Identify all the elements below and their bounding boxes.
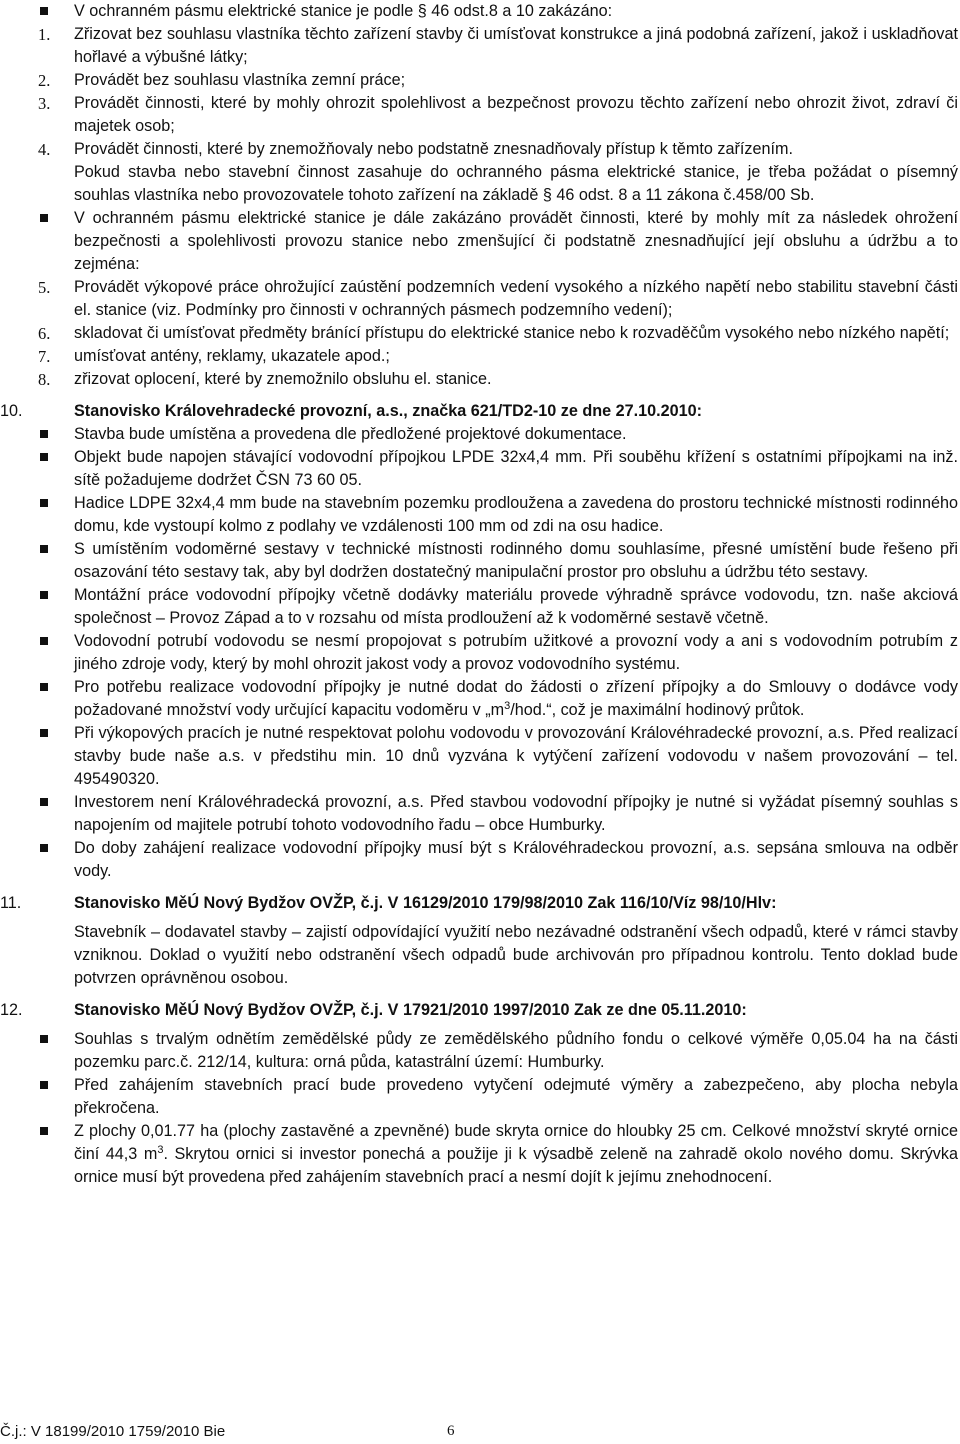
bullet-text-part: Z plochy 0,01.77 ha (plochy zastavěné a zpevněné) bude skryta ornice do hloubky 25 cm. Celkové množství skryté ornice činí 44,3 m bbox=[74, 1122, 958, 1163]
section-title: Stanovisko MěÚ Nový Bydžov OVŽP, č.j. V 17921/2010 1997/2010 Zak ze dne 05.11.2010: bbox=[74, 1001, 747, 1019]
bullet-icon bbox=[40, 7, 48, 15]
bullet-item bbox=[38, 492, 958, 538]
bullet-text: V ochranném pásmu elektrické stanice je dále zakázáno provádět činnosti, které by mohly mít za následek ohrožení bezpečnosti a spolehlivosti provozu stanice nebo zmenšující či podstatně znesnadňující její obsluhu a údržbu a to zejména: bbox=[74, 209, 958, 273]
item-number: 4. bbox=[38, 140, 51, 159]
bullet-text: Hadice LDPE 32x4,4 mm bude na stavebním pozemku prodloužena a zavedena do prostoru technické místnosti rodinného domu, kde vystoupí kolmo z podlahy ve vzdálenosti 100 mm od zdi na osu hadice. bbox=[74, 494, 958, 535]
bullet-text: Stavba bude umístěna a provedena dle předložené projektové dokumentace. bbox=[74, 425, 627, 443]
item-text: Provádět činnosti, které by mohly ohrozit spolehlivost a bezpečnost provozu těchto zařízení nebo ohrozit život, zdraví či majetek osob; bbox=[74, 94, 958, 135]
bullet-icon bbox=[40, 430, 48, 438]
bullet-text: Před zahájením stavebních prací bude provedeno vytyčení odejmuté výměry a zabezpečeno, aby plocha nebyla překročena. bbox=[74, 1076, 958, 1117]
bullet-icon bbox=[40, 545, 48, 553]
bullet-item bbox=[38, 630, 958, 676]
numbered-item bbox=[38, 23, 958, 69]
bullet-text: Objekt bude napojen stávající vodovodní přípojkou LPDE 32x4,4 mm. Při souběhu křížení s ostatními přípojkami na inž. sítě požadujeme dodržet ČSN 73 60 05. bbox=[74, 448, 958, 489]
bullet-item bbox=[38, 722, 958, 791]
item-number: 5. bbox=[38, 278, 51, 297]
item-number: 3. bbox=[38, 94, 51, 113]
item-text: Provádět výkopové práce ohrožující zaústění podzemních vedení vysokého a nízkého napětí nebo stabilitu stavební části el. stanice (viz. Podmínky pro činnosti v ochranných pásmech podzemního vedení); bbox=[74, 278, 958, 319]
bullet-item bbox=[38, 791, 958, 837]
paragraph: Pokud stavba nebo stavební činnost zasahuje do ochranného pásma elektrické stanice, je třeba požádat o písemný souhlas vlastníka nebo provozovatele tohoto zařízení na základě § 46 odst. 8 a 11 zákona č.458/00 Sb. bbox=[74, 163, 958, 204]
numbered-item bbox=[38, 345, 958, 368]
bullet-item bbox=[38, 837, 958, 883]
bullet-text: V ochranném pásmu elektrické stanice je podle § 46 odst.8 a 10 zakázáno: bbox=[74, 2, 613, 20]
bullet-icon bbox=[40, 683, 48, 691]
bullet-item bbox=[38, 1074, 958, 1120]
item-text: skladovat či umísťovat předměty bránící přístupu do elektrické stanice nebo k rozvaděčům vysokého nebo nízkého napětí; bbox=[74, 324, 950, 342]
page-number: 6 bbox=[447, 1423, 455, 1439]
item-number: 8. bbox=[38, 370, 51, 389]
bullet-item bbox=[38, 446, 958, 492]
item-text: Provádět činnosti, které by znemožňovaly nebo podstatně znesnadňovaly přístup k těmto zařízením. bbox=[74, 140, 793, 158]
item-text: Zřizovat bez souhlasu vlastníka těchto zařízení stavby či umísťovat konstrukce a jiná podobná zařízení, jakož i uskladňovat hořlavé a výbušné látky; bbox=[74, 25, 958, 66]
section-heading bbox=[0, 400, 958, 423]
bullet-item bbox=[38, 676, 958, 722]
bullet-item bbox=[38, 0, 958, 23]
bullet-item bbox=[38, 423, 958, 446]
numbered-item bbox=[38, 322, 958, 345]
bullet-text: Při výkopových pracích je nutné respektovat polohu vodovodu v provozování Královéhradecké provozní, a.s. Před realizací stavby bude naše a.s. v předstihu min. 10 dnů vyzvána k vytýčení zařízení vodovodu v našem provozování – tel. 495490320. bbox=[74, 724, 958, 788]
bullet-item bbox=[38, 1120, 958, 1189]
bullet-text bbox=[74, 1122, 958, 1186]
bullet-text: Investorem není Královéhradecká provozní, a.s. Před stavbou vodovodní přípojky je nutné si vyžádat písemný souhlas s napojením od majitele potrubí tohoto vodovodního řadu – obce Humburky. bbox=[74, 793, 958, 834]
bullet-item bbox=[38, 1028, 958, 1074]
bullet-icon bbox=[40, 798, 48, 806]
bullet-icon bbox=[40, 1035, 48, 1043]
bullet-item bbox=[38, 538, 958, 584]
item-number: 6. bbox=[38, 324, 51, 343]
superscript: 3 bbox=[157, 1144, 164, 1156]
bullet-text: S umístěním vodoměrné sestavy v technické místnosti rodinného domu souhlasíme, přesné umístění bude řešeno při osazování této sestavy tak, aby byl dodržen dostatečný manipulační prostor pro obsluhu a údržbu této sestavy. bbox=[74, 540, 958, 581]
item-text: Provádět bez souhlasu vlastníka zemní práce; bbox=[74, 71, 406, 89]
numbered-item bbox=[38, 69, 958, 92]
bullet-icon bbox=[40, 591, 48, 599]
bullet-text: Montážní práce vodovodní přípojky včetně dodávky materiálu provede výhradně správce vodovodu, tzn. naše akciová společnost – Provoz Západ a to v rozsahu od místa prodloužení až k vodoměrné sestavě včetně. bbox=[74, 586, 958, 627]
section-heading bbox=[0, 892, 958, 915]
numbered-item bbox=[38, 138, 958, 161]
bullet-text-part: /hod.“, což je maximální hodinový průtok. bbox=[510, 701, 805, 719]
item-text: umísťovat antény, reklamy, ukazatele apod.; bbox=[74, 347, 390, 365]
bullet-text: Vodovodní potrubí vodovodu se nesmí propojovat s potrubím užitkové a provozní vody a ani s vodovodním potrubím z jiného zdroje vody, který by mohl ohrozit jakost vody a provoz vodovodního systému. bbox=[74, 632, 958, 673]
bullet-item bbox=[38, 584, 958, 630]
bullet-icon bbox=[40, 499, 48, 507]
section-title: Stanovisko Královehradecké provozní, a.s., značka 621/TD2-10 ze dne 27.10.2010: bbox=[74, 402, 703, 420]
bullet-text bbox=[74, 678, 958, 719]
section-title: Stanovisko MěÚ Nový Bydžov OVŽP, č.j. V 16129/2010 179/98/2010 Zak 116/10/Víz 98/10/Hlv: bbox=[74, 894, 777, 912]
bullet-icon bbox=[40, 1127, 48, 1135]
item-text: zřizovat oplocení, které by znemožnilo obsluhu el. stanice. bbox=[74, 370, 492, 388]
superscript: 3 bbox=[504, 700, 511, 712]
numbered-item bbox=[38, 368, 958, 391]
bullet-icon bbox=[40, 844, 48, 852]
bullet-icon bbox=[40, 729, 48, 737]
bullet-item bbox=[38, 207, 958, 276]
section-heading bbox=[0, 999, 958, 1022]
section-number: 12. bbox=[0, 1001, 23, 1019]
section-number: 10. bbox=[0, 402, 23, 420]
item-number: 1. bbox=[38, 25, 51, 44]
item-number: 7. bbox=[38, 347, 51, 366]
bullet-text-part: . Skrytou ornici si investor ponechá a použije ji k výsadbě zeleně na zahradě okolo nového domu. Skrývka ornice musí být provedena před zahájením stavebních prací a nesmí dojít k jejímu znehodnocení. bbox=[74, 1145, 958, 1186]
item-number: 2. bbox=[38, 71, 51, 90]
bullet-icon bbox=[40, 214, 48, 222]
bullet-text: Do doby zahájení realizace vodovodní přípojky musí být s Královéhradeckou provozní, a.s. sepsána smlouva na odběr vody. bbox=[74, 839, 958, 880]
numbered-item bbox=[38, 92, 958, 138]
reference-number: Č.j.: V 18199/2010 1759/2010 Bie bbox=[0, 1423, 226, 1440]
numbered-item bbox=[38, 276, 958, 322]
bullet-icon bbox=[40, 1081, 48, 1089]
bullet-text: Souhlas s trvalým odnětím zemědělské půdy ze zemědělského půdního fondu o celkové výměře 0,05.04 ha na části pozemku parc.č. 212/14, kultura: orná půda, katastrální území: Humburky. bbox=[74, 1030, 958, 1071]
bullet-text-part: Pro potřebu realizace vodovodní přípojky je nutné dodat do žádosti o zřízení přípojky a do Smlouvy o dodávce vody požadované množství vody určující kapacitu vodoměru v „m bbox=[74, 678, 958, 719]
paragraph: Stavebník – dodavatel stavby – zajistí odpovídající využití nebo nezávadné odstranění všech odpadů, které v rámci stavby vzniknou. Doklad o využití nebo odstranění všech odpadů bude archivován pro případnou kontrolu. Tento doklad bude potvrzen oprávněnou osobou. bbox=[74, 923, 958, 987]
bullet-icon bbox=[40, 453, 48, 461]
bullet-icon bbox=[40, 637, 48, 645]
section-number: 11. bbox=[0, 894, 22, 912]
